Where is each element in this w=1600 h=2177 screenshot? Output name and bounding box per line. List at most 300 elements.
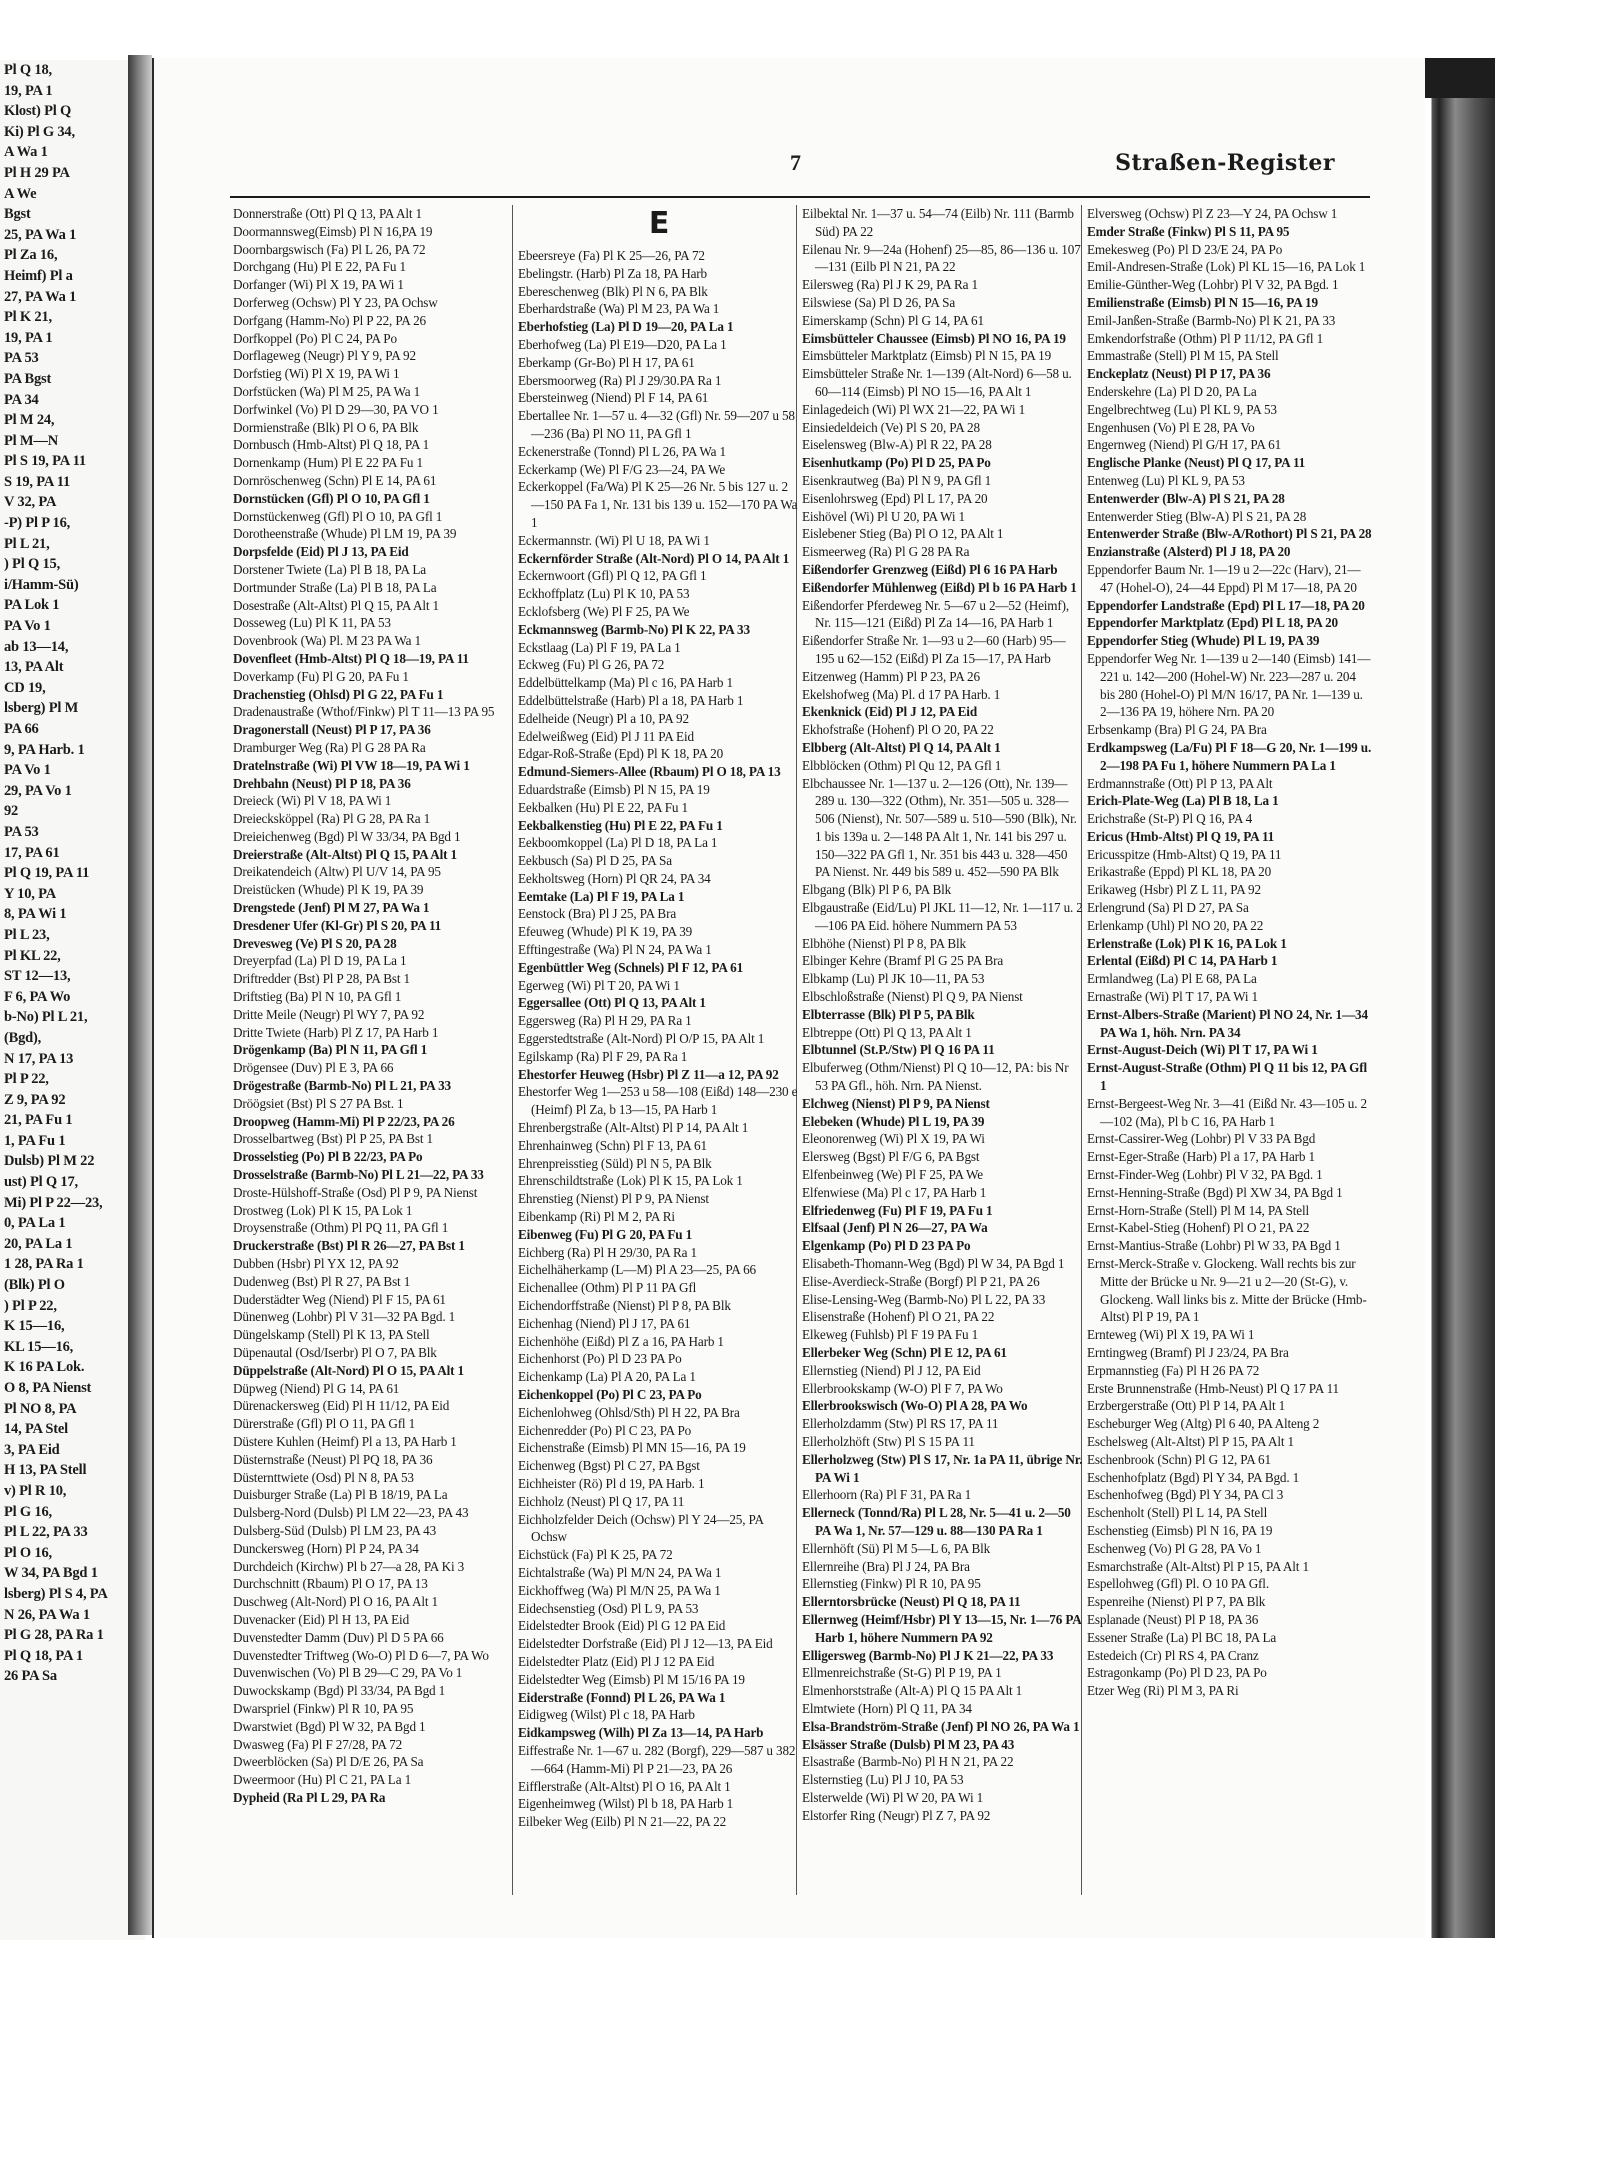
street-entry: Dünenweg (Lohbr) Pl V 31—32 PA Bgd. 1 [233,1309,456,1325]
street-entry: Eddelbüttelkamp (Ma) Pl c 16, PA Harb 1 [518,675,733,691]
street-entry: Elsa-Brandström-Straße (Jenf) Pl NO 26, PA Wa 1 [802,1718,1080,1734]
street-entry: Dramburger Weg (Ra) Pl G 28 PA Ra [233,739,426,755]
street-entry: Elmtwiete (Horn) Pl Q 11, PA 34 [802,1700,972,1716]
street-entry: Eichtalstraße (Wa) Pl M/N 24, PA Wa 1 [518,1564,722,1580]
facing-page-text: CD 19, [4,679,46,696]
street-entry: Eckenerstraße (Tonnd) Pl L 26, PA Wa 1 [518,443,726,459]
facing-page-text: 8, PA Wi 1 [4,906,67,923]
street-entry: Elstorfer Ring (Neugr) Pl Z 7, PA 92 [802,1807,991,1823]
street-entry: Eckhoffplatz (Lu) Pl K 10, PA 53 [518,586,690,602]
street-entry: Erdkampsweg (La/Fu) Pl F 18—G 20, Nr. 1—199 u. 2—198 PA Fu 1, höhere Nummern PA La 1 [1087,739,1372,773]
street-entry: Dragonerstall (Neust) Pl P 17, PA 36 [233,722,431,738]
street-entry: Eißendorfer Mühlenweg (Eißd) Pl b 16 PA Harb 1 [802,579,1077,595]
facing-page-text: i/Hamm-Sü) [4,576,79,593]
street-entry: Elfenwiese (Ma) Pl c 17, PA Harb 1 [802,1184,987,1200]
street-entry: Eschenholt (Stell) Pl L 14, PA Stell [1087,1505,1268,1521]
street-entry: Düppelstraße (Alt-Nord) Pl O 15, PA Alt 1 [233,1362,464,1378]
street-entry: Elbgang (Blk) Pl P 6, PA Blk [802,882,952,898]
facing-page-text: PA Bgst [4,370,52,387]
street-entry: Dorfstücken (Wa) Pl M 25, PA Wa 1 [233,383,421,399]
street-entry: Dortmunder Straße (La) Pl B 18, PA La [233,579,437,595]
street-entry: Droopweg (Hamm-Mi) Pl P 22/23, PA 26 [233,1113,455,1129]
facing-page-text: Pl S 19, PA 11 [4,453,86,470]
facing-page-text: W 34, PA Bgd 1 [4,1565,98,1582]
street-entry: Eibenweg (Fu) Pl G 20, PA Fu 1 [518,1226,693,1242]
street-entry: Elmenhorststraße (Alt-A) Pl Q 15 PA Alt 1 [802,1683,1023,1699]
street-entry: Eichberg (Ra) Pl H 29/30, PA Ra 1 [518,1244,697,1260]
book-edge [1425,58,1495,1938]
street-entry: Ebersmoorweg (Ra) Pl J 29/30.PA Ra 1 [518,372,722,388]
street-entry: Ernst-Eger-Straße (Harb) Pl a 17, PA Harb 1 [1087,1149,1315,1165]
facing-page-text: 92 [4,803,19,820]
street-entry: Ekhofstraße (Hohenf) Pl O 20, PA 22 [802,722,994,738]
street-entry: Ellerneck (Tonnd/Ra) Pl L 28, Nr. 5—41 u. 2—50 PA Wa 1, Nr. 57—129 u. 88—130 PA Ra 1 [802,1505,1071,1538]
street-entry: Drögenkamp (Ba) Pl N 11, PA Gfl 1 [233,1042,428,1058]
street-entry: Dorchgang (Hu) Pl E 22, PA Fu 1 [233,259,406,275]
street-entry: Elbkamp (Lu) Pl JK 10—11, PA 53 [802,971,985,987]
street-entry: Dormienstraße (Blk) Pl O 6, PA Blk [233,419,419,435]
facing-page-text: Pl P 22, [4,1071,49,1088]
street-entry: Drachenstieg (Ohlsd) Pl G 22, PA Fu 1 [233,686,444,702]
street-entry: Dweermoor (Hu) Pl C 21, PA La 1 [233,1772,412,1788]
street-entry: Elisenstraße (Hohenf) Pl O 21, PA 22 [802,1309,995,1325]
street-entry: Eekboomkoppel (La) Pl D 18, PA La 1 [518,835,718,851]
street-entry: Emil-Janßen-Straße (Barmb-No) Pl K 21, PA 33 [1087,312,1336,328]
street-entry: Donnerstraße (Ott) Pl Q 13, PA Alt 1 [233,206,422,221]
street-entry: Eidechsenstieg (Osd) Pl L 9, PA 53 [518,1600,699,1616]
street-entry: Dweerblöcken (Sa) Pl D/E 26, PA Sa [233,1754,424,1770]
street-entry: Ebereschenweg (Blk) Pl N 6, PA Blk [518,283,708,299]
street-entry: Eichholzfelder Deich (Ochsw) Pl Y 24—25, PA Ochsw [518,1511,764,1545]
street-entry: Eckstlaag (La) Pl F 19, PA La 1 [518,639,681,655]
facing-page-text: (Bgd), [4,1029,42,1046]
street-column-4 [1087,205,1372,1700]
facing-page-text: ust) Pl Q 17, [4,1174,78,1191]
street-entry: Erlenkamp (Uhl) Pl NO 20, PA 22 [1087,917,1264,933]
street-entry: Ellerholzweg (Stw) Pl S 17, Nr. 1a PA 11, übrige Nr. PA Wi 1 [802,1451,1083,1485]
street-entry: Eekholtsweg (Horn) Pl QR 24, PA 34 [518,870,711,886]
street-entry: Düpweg (Niend) Pl G 14, PA 61 [233,1380,400,1396]
street-entry: Dornröschenweg (Schn) Pl E 14, PA 61 [233,472,437,488]
street-entry: Dorferweg (Ochsw) Pl Y 23, PA Ochsw [233,294,438,310]
facing-page-text: Pl L 21, [4,535,50,552]
street-entry: Eberhofweg (La) Pl E19—D20, PA La 1 [518,336,727,352]
street-entry: Ernastraße (Wi) Pl T 17, PA Wi 1 [1087,989,1258,1005]
street-entry: Eckerkamp (We) Pl F/G 23—24, PA We [518,461,726,477]
letter-heading: E [648,206,670,241]
street-entry: Elkeweg (Fuhlsb) Pl F 19 PA Fu 1 [802,1327,979,1343]
street-entry: Eismeerweg (Ra) Pl G 28 PA Ra [802,544,970,560]
facing-page-text: Heimf) Pl a [4,267,73,284]
street-entry: Eißendorfer Straße Nr. 1—93 u 2—60 (Harb) 95—195 u 62—152 (Eißd) Pl Za 15—17, PA Harb [802,633,1066,666]
facing-page-text: Pl M—N [4,432,58,449]
street-entry: Eiderstraße (Fonnd) Pl L 26, PA Wa 1 [518,1689,726,1705]
street-entry: Eißendorfer Grenzweg (Eißd) Pl 6 16 PA Harb [802,561,1058,577]
book-spine [128,55,152,1935]
street-entry: Ernst-Finder-Weg (Lohbr) Pl V 32, PA Bgd. 1 [1087,1167,1323,1183]
street-entry: Eppendorfer Marktplatz (Epd) Pl L 18, PA 20 [1087,615,1338,631]
facing-page-text: 3, PA Eid [4,1441,60,1458]
street-entry: Drostweg (Lok) Pl K 15, PA Lok 1 [233,1202,413,1218]
facing-page-text: PA Lok 1 [4,597,60,614]
street-entry: Erpmannstieg (Fa) Pl H 26 PA 72 [1087,1362,1260,1378]
facing-page-text: A Wa 1 [4,144,48,161]
street-entry: Eckernwoort (Gfl) Pl Q 12, PA Gfl 1 [518,568,707,584]
street-entry: Edgar-Roß-Straße (Epd) Pl K 18, PA 20 [518,746,724,762]
facing-page-text: Pl Q 18, [4,62,52,78]
street-entry: Eckweg (Fu) Pl G 26, PA 72 [518,657,665,673]
street-entry: Driftredder (Bst) Pl P 28, PA Bst 1 [233,971,410,987]
street-entry: Edelweißweg (Eid) Pl J 11 PA Eid [518,728,694,744]
street-entry: Elfriedenweg (Fu) Pl F 19, PA Fu 1 [802,1202,993,1218]
street-entry: Dovenbrook (Wa) Pl. M 23 PA Wa 1 [233,633,421,649]
street-entry: Enderskehre (La) Pl D 20, PA La [1087,383,1257,399]
street-entry: Elligersweg (Barmb-No) Pl J K 21—22, PA 33 [802,1647,1054,1663]
street-entry: Dwarstwiet (Bgd) Pl W 32, PA Bgd 1 [233,1718,426,1734]
street-entry: Eckernförder Straße (Alt-Nord) Pl O 14, PA Alt 1 [518,550,790,566]
street-entry: Eckmannsweg (Barmb-No) Pl K 22, PA 33 [518,621,750,637]
street-entry: Eichstück (Fa) Pl K 25, PA 72 [518,1547,673,1563]
street-entry: Eimerskamp (Schn) Pl G 14, PA 61 [802,312,984,328]
street-entry: Doormannsweg(Eimsb) Pl N 16,PA 19 [233,223,433,239]
street-entry: Eichenhorst (Po) Pl D 23 PA Po [518,1351,682,1367]
street-entry: Eilenau Nr. 9—24a (Hohenf) 25—85, 86—136 u. 107—131 (Eilb Pl N 21, PA 22 [802,241,1081,275]
street-entry: Eidelstedter Weg (Eimsb) Pl M 15/16 PA 19 [518,1671,745,1687]
street-entry: Ericus (Hmb-Altst) Pl Q 19, PA 11 [1087,828,1275,844]
street-entry: Ebelingstr. (Harb) Pl Za 18, PA Harb [518,265,707,281]
facing-page-text: 26 PA Sa [4,1668,57,1685]
street-entry: Ellerbrookskamp (W-O) Pl F 7, PA Wo [802,1380,1003,1396]
street-entry: Etzer Weg (Ri) Pl M 3, PA Ri [1087,1683,1239,1699]
street-entry: Duvenstedter Triftweg (Wo-O) Pl D 6—7, PA Wo [233,1647,489,1663]
facing-page-text: F 6, PA Wo [4,988,71,1005]
header-rule [230,196,1370,198]
facing-page-text: 13, PA Alt [4,659,64,676]
street-entry: Dwasweg (Fa) Pl F 27/28, PA 72 [233,1736,403,1752]
street-entry: Eschelsweg (Alt-Altst) Pl P 15, PA Alt 1 [1087,1433,1294,1449]
street-entry: Elbberg (Alt-Altst) Pl Q 14, PA Alt 1 [802,739,1001,755]
street-entry: Erste Brunnenstraße (Hmb-Neust) Pl Q 17 PA 11 [1087,1380,1339,1396]
street-entry: Eberkamp (Gr-Bo) Pl H 17, PA 61 [518,354,695,370]
street-entry: Eichholz (Neust) Pl Q 17, PA 11 [518,1493,685,1509]
street-entry: Eekbalken (Hu) Pl E 22, PA Fu 1 [518,799,688,815]
street-column-1 [233,205,515,1807]
facing-page-text: Pl H 29 PA [4,164,70,181]
street-entry: Ellerholzhöft (Stw) Pl S 15 PA 11 [802,1433,975,1449]
street-entry: Eichenweg (Bgst) Pl C 27, PA Bgst [518,1458,700,1474]
street-entry: Drögensee (Duv) Pl E 3, PA 66 [233,1060,394,1076]
street-entry: Eschenstieg (Eimsb) Pl N 16, PA 19 [1087,1522,1273,1538]
street-entry: Ernst-Henning-Straße (Bgd) Pl XW 34, PA Bgd 1 [1087,1184,1343,1200]
page-header [230,150,1390,190]
street-entry: Ebertallee Nr. 1—57 u. 4—32 (Gfl) Nr. 59—207 u 58—236 (Ba) Pl NO 11, PA Gfl 1 [518,408,795,441]
street-entry: Eißendorfer Pferdeweg Nr. 5—67 u 2—52 (Heimf), Nr. 115—121 (Eißd) Pl Za 14—16, PA Harb 1 [802,597,1070,631]
street-entry: Elbterrasse (Blk) Pl P 5, PA Blk [802,1006,975,1022]
street-entry: Dornstückenweg (Gfl) Pl O 10, PA Gfl 1 [233,508,443,524]
page-number: 7 [790,150,801,175]
street-entry: Dürerstraße (Gfl) Pl O 11, PA Gfl 1 [233,1416,416,1432]
street-entry: Espellohweg (Gfl) Pl. O 10 PA Gfl. [1087,1576,1269,1592]
street-entry: Ernst-Albers-Straße (Marient) Pl NO 24, Nr. 1—34 PA Wa 1, höh. Nrn. PA 34 [1087,1006,1368,1040]
street-entry: Eichelhäherkamp (L—M) Pl A 23—25, PA 66 [518,1262,756,1278]
street-entry: Eppendorfer Stieg (Whude) Pl L 19, PA 39 [1087,633,1320,649]
street-entry: Espenreihe (Nienst) Pl P 7, PA Blk [1087,1594,1266,1610]
facing-page-text: Pl G 28, PA Ra 1 [4,1627,104,1644]
street-entry: Esmarchstraße (Alt-Altst) Pl P 15, PA Alt 1 [1087,1558,1309,1574]
street-entry: Emilie-Günther-Weg (Lohbr) Pl V 32, PA Bgd. 1 [1087,277,1339,293]
street-entry: Ecklofsberg (We) Pl F 25, PA We [518,603,690,619]
facing-page-text: Pl M 24, [4,412,55,429]
street-entry: Eisenhutkamp (Po) Pl D 25, PA Po [802,455,991,471]
street-entry: Dorotheenstraße (Whude) Pl LM 19, PA 39 [233,526,457,542]
street-entry: Ellerbeker Weg (Schn) Pl E 12, PA 61 [802,1345,1007,1360]
facing-page-text: 1, PA Fu 1 [4,1132,66,1149]
street-entry: Droste-Hülshoff-Straße (Osd) Pl P 9, PA Nienst [233,1184,478,1200]
street-entry: Dornstücken (Gfl) Pl O 10, PA Gfl 1 [233,490,430,506]
street-entry: Entenwerder Stieg (Blw-A) Pl S 21, PA 28 [1087,508,1307,524]
street-entry: Ellernweg (Heimf/Hsbr) Pl Y 13—15, Nr. 1—76 PA Harb 1, höhere Nummern PA 92 [802,1611,1081,1645]
street-entry: Efeuweg (Whude) Pl K 19, PA 39 [518,924,693,940]
facing-page-text: lsberg) Pl M [4,700,79,717]
street-entry: Dwarspriel (Finkw) Pl R 10, PA 95 [233,1700,414,1716]
street-entry: Ernst-Cassirer-Weg (Lohbr) Pl V 33 PA Bgd [1087,1131,1316,1147]
street-entry: Dorfwinkel (Vo) Pl D 29—30, PA VO 1 [233,401,439,417]
street-entry: Elise-Averdieck-Straße (Borgf) Pl P 21, PA 26 [802,1273,1040,1289]
street-entry: Duvenstedter Damm (Duv) Pl D 5 PA 66 [233,1629,444,1645]
street-entry: Eddelbüttelstraße (Harb) Pl a 18, PA Harb 1 [518,692,744,708]
facing-page-text: K 15—16, [4,1318,65,1335]
street-entry: Elbuferweg (Othm/Nienst) Pl Q 10—12, PA: bis Nr 53 PA Gfl., höh. Nrn. PA Nienst. [802,1060,1069,1094]
street-entry: Ernst-Horn-Straße (Stell) Pl M 14, PA Stell [1087,1202,1310,1218]
street-entry: Elisabeth-Thomann-Weg (Bgd) Pl W 34, PA Bgd 1 [802,1256,1065,1272]
street-entry: Eisenkrautweg (Ba) Pl N 9, PA Gfl 1 [802,472,992,488]
street-entry: Eishövel (Wi) Pl U 20, PA Wi 1 [802,508,965,524]
street-entry: Engenhusen (Vo) Pl E 28, PA Vo [1087,419,1255,435]
street-entry: Durchschnitt (Rbaum) Pl O 17, PA 13 [233,1576,428,1592]
street-entry: Erikaweg (Hsbr) Pl Z L 11, PA 92 [1087,882,1261,898]
street-entry: Eilersweg (Ra) Pl J K 29, PA Ra 1 [802,277,978,293]
street-entry: Erlengrund (Sa) Pl D 27, PA Sa [1087,900,1249,916]
street-entry: Eschenhofplatz (Bgd) Pl Y 34, PA Bgd. 1 [1087,1469,1300,1485]
street-entry: Eidelstedter Brook (Eid) Pl G 12 PA Eid [518,1618,726,1634]
street-entry: Dosestraße (Alt-Altst) Pl Q 15, PA Alt 1 [233,597,439,613]
street-entry: Ernst-Bergeest-Weg Nr. 3—41 (Eißd Nr. 43—105 u. 2—102 (Ma), Pl b C 16, PA Harb 1 [1087,1095,1367,1129]
street-entry: Elise-Lensing-Weg (Barmb-No) Pl L 22, PA 33 [802,1291,1046,1307]
street-entry: Ehrenpreisstieg (Süld) Pl N 5, PA Blk [518,1155,712,1171]
street-entry: Doverkamp (Fu) Pl G 20, PA Fu 1 [233,668,409,684]
facing-page-text: KL 15—16, [4,1338,74,1355]
street-entry: Ernst-August-Straße (Othm) Pl Q 11 bis 12, PA Gfl 1 [1087,1060,1367,1094]
street-entry: Erbsenkamp (Bra) Pl G 24, PA Bra [1087,722,1267,738]
street-entry: Drengstede (Jenf) Pl M 27, PA Wa 1 [233,900,430,916]
street-entry: Ernst-August-Deich (Wi) Pl T 17, PA Wi 1 [1087,1042,1318,1058]
street-entry: Eichenlohweg (Ohlsd/Sth) Pl H 22, PA Bra [518,1404,740,1420]
street-entry: Druckerstraße (Bst) Pl R 26—27, PA Bst 1 [233,1238,465,1254]
street-entry: Englische Planke (Neust) Pl Q 17, PA 11 [1087,455,1306,471]
street-entry: Erdmannstraße (Ott) Pl P 13, PA Alt [1087,775,1273,791]
street-entry: Entenwerder (Blw-A) Pl S 21, PA 28 [1087,490,1285,506]
street-entry: Dulsberg-Nord (Dulsb) Pl LM 22—23, PA 43 [233,1505,469,1521]
facing-page-text: Pl NO 8, PA [4,1400,77,1417]
street-entry: Elbchaussee Nr. 1—137 u. 2—126 (Ott), Nr. 139—289 u. 130—322 (Othm), Nr. 351—505 u. 328—506 (Nienst), Nr. 507—589 u. 510—590 (Blk), Nr. 1 bis 139a u. 2—148 PA Alt 1, Nr. 141 bis 297 u. 150—322 PA Gfl 1, Nr. 351 bis 443 u. 328—450 PA Nienst. Nr. 449 bis 589 u. 452—590 PA Blk [802,775,1077,880]
street-entry: Egilskamp (Ra) Pl F 29, PA Ra 1 [518,1048,688,1064]
street-entry: Estragonkamp (Po) Pl D 23, PA Po [1087,1665,1267,1681]
facing-page-text: Bgst [4,206,31,223]
street-entry: Einsiedeldeich (Ve) Pl S 20, PA 28 [802,419,980,435]
street-entry: Ehrenhainweg (Schn) Pl F 13, PA 61 [518,1137,707,1153]
street-entry: Dresdener Ufer (Kl-Gr) Pl S 20, PA 11 [233,917,442,933]
street-entry: Eichenkoppel (Po) Pl C 23, PA Po [518,1387,702,1402]
facing-page-text: PA 66 [4,721,39,737]
street-entry: Dröögsiet (Bst) Pl S 27 PA Bst. 1 [233,1095,404,1111]
street-entry: Egenbüttler Weg (Schnels) Pl F 12, PA 61 [518,959,744,975]
street-entry: Esplanade (Neust) Pl P 18, PA 36 [1087,1611,1259,1627]
street-entry: Elbtreppe (Ott) Pl Q 13, PA Alt 1 [802,1024,972,1040]
street-entry: Egerweg (Wi) Pl T 20, PA Wi 1 [518,977,680,993]
street-entry: Ellerholzdamm (Stw) Pl RS 17, PA 11 [802,1416,999,1432]
street-entry: Elfsaal (Jenf) Pl N 26—27, PA Wa [802,1220,988,1236]
street-entry: Entenwerder Straße (Blw-A/Rothort) Pl S 21, PA 28 [1087,526,1372,542]
street-entry: Eilbeker Weg (Eilb) Pl N 21—22, PA 22 [518,1814,727,1830]
street-entry: Dornbusch (Hmb-Altst) Pl Q 18, PA 1 [233,437,430,453]
facing-page-text: 9, PA Harb. 1 [4,741,85,758]
street-entry: Emkendorfstraße (Othm) Pl P 11/12, PA Gfl 1 [1087,330,1324,346]
street-entry: Eschenweg (Vo) Pl G 28, PA Vo 1 [1087,1540,1262,1556]
street-entry: Ellerntorsbrücke (Neust) Pl Q 18, PA 11 [802,1594,1021,1610]
street-entry: Eckermannstr. (Wi) Pl U 18, PA Wi 1 [518,532,710,548]
facing-page-text: PA Vo 1 [4,618,51,635]
street-entry: Elsternstieg (Lu) Pl J 10, PA 53 [802,1772,964,1788]
street-entry: Elbtunnel (St.P./Stw) Pl Q 16 PA 11 [802,1042,995,1058]
street-entry: Düsternstraße (Neust) Pl PQ 18, PA 36 [233,1451,433,1467]
facing-page-text: b-No) Pl L 21, [4,1009,88,1026]
street-entry: Eichendorffstraße (Nienst) Pl P 8, PA Blk [518,1298,731,1314]
street-entry: Elgenkamp (Po) Pl D 23 PA Po [802,1238,971,1254]
street-entry: Ehrenstieg (Nienst) Pl P 9, PA Nienst [518,1191,709,1207]
street-entry: Elbinger Kehre (Bramf Pl G 25 PA Bra [802,953,1004,969]
street-entry: Estedeich (Cr) Pl RS 4, PA Cranz [1087,1647,1259,1663]
street-entry: Erich-Plate-Weg (La) Pl B 18, La 1 [1087,793,1279,809]
street-entry: Eichenallee (Othm) Pl P 11 PA Gfl [518,1280,697,1296]
street-entry: Enckeplatz (Neust) Pl P 17, PA 36 [1087,366,1271,382]
facing-page-text: (Blk) Pl O [4,1277,65,1294]
street-entry: Ernst-Mantius-Straße (Lohbr) Pl W 33, PA Bgd 1 [1087,1238,1341,1254]
street-column-2 [518,205,800,1831]
facing-page-text: ab 13—14, [4,638,69,655]
facing-page-text: 0, PA La 1 [4,1215,66,1232]
facing-page-text: Pl Q 18, PA 1 [4,1647,83,1664]
street-entry: Driftstieg (Ba) Pl N 10, PA Gfl 1 [233,989,402,1005]
street-entry: Elbblöcken (Othm) Pl Qu 12, PA Gfl 1 [802,757,1002,773]
facing-page-text: K 16 PA Lok. [4,1359,85,1376]
street-entry: Drehbahn (Neust) Pl P 18, PA 36 [233,775,411,791]
street-entry: Ehrenbergstraße (Alt-Altst) Pl P 14, PA Alt 1 [518,1120,749,1136]
facing-page-text: PA 53 [4,823,39,840]
facing-page-text: -P) Pl P 16, [4,515,71,532]
street-entry: Dreiecksköppel (Ra) Pl G 28, PA Ra 1 [233,811,431,827]
street-entry: Eggersweg (Ra) Pl H 29, PA Ra 1 [518,1013,692,1029]
street-entry: Eekbusch (Sa) Pl D 25, PA Sa [518,853,672,869]
street-entry: Elversweg (Ochsw) Pl Z 23—Y 24, PA Ochsw 1 [1087,206,1338,221]
street-entry: Emil-Andresen-Straße (Lok) Pl KL 15—16, PA Lok 1 [1087,259,1366,275]
street-entry: Ellernstieg (Niend) Pl J 12, PA Eid [802,1362,981,1378]
street-entry: Dorfanger (Wi) Pl X 19, PA Wi 1 [233,277,404,293]
street-entry: Dreierstraße (Alt-Altst) Pl Q 15, PA Alt 1 [233,846,457,862]
street-entry: Eitzenweg (Hamm) Pl P 23, PA 26 [802,668,980,684]
street-entry: Dreieichenweg (Bgd) Pl W 33/34, PA Bgd 1 [233,828,461,844]
book-edge-top [1425,58,1495,98]
street-entry: Ekenknick (Eid) Pl J 12, PA Eid [802,704,978,720]
street-entry: Eiselensweg (Blw-A) Pl R 22, PA 28 [802,437,992,453]
street-entry: Ernteweg (Wi) Pl X 19, PA Wi 1 [1087,1327,1255,1343]
street-entry: Ehestorfer Weg 1—253 u 58—108 (Eißd) 148—230 e (Heimf) Pl Za, b 13—15, PA Harb 1 [518,1084,798,1118]
street-entry: Erichstraße (St-P) Pl Q 16, PA 4 [1087,811,1253,827]
street-entry: Dornenkamp (Hum) Pl E 22 PA Fu 1 [233,455,423,471]
street-entry: Engernweg (Niend) Pl G/H 17, PA 61 [1087,437,1282,453]
street-entry: Dorfgang (Hamm-No) Pl P 22, PA 26 [233,312,426,328]
street-entry: Droysenstraße (Othm) Pl PQ 11, PA Gfl 1 [233,1220,449,1236]
street-entry: Ericusspitze (Hmb-Altst) Q 19, PA 11 [1087,846,1282,862]
street-entry: Eimsbütteler Marktplatz (Eimsb) Pl N 15, PA 19 [802,348,1052,364]
street-entry: Eppendorfer Baum Nr. 1—19 u 2—22c (Harv), 21—47 (Hohel-O), 24—44 Eppd) Pl M 17—18, PA 20 [1087,561,1361,595]
street-entry: Duvenacker (Eid) Pl H 13, PA Eid [233,1611,410,1627]
street-entry: Dratelnstraße (Wi) Pl VW 18—19, PA Wi 1 [233,757,470,773]
street-entry: Duderstädter Weg (Niend) Pl F 15, PA 61 [233,1291,446,1307]
street-entry: Duschweg (Alt-Nord) Pl O 16, PA Alt 1 [233,1594,438,1610]
street-entry: Eilswiese (Sa) Pl D 26, PA Sa [802,294,956,310]
street-entry: Eppendorfer Weg Nr. 1—139 u 2—140 (Eimsb) 141—221 u. 142—200 (Hohel-W) Nr. 223—287 u. 204 bis 280 (Hohel-O) Pl M/N 16/17, PA Nr. 1—139 u. 2—136 PA 19, höhere Nrn. PA 20 [1087,650,1371,720]
street-entry: Eisenlohrsweg (Epd) Pl L 17, PA 20 [802,490,988,506]
street-entry: Escheburger Weg (Altg) Pl 6 40, PA Alteng 2 [1087,1416,1320,1432]
facing-page-text: 1 28, PA Ra 1 [4,1256,84,1273]
street-entry: Edelheide (Neugr) Pl a 10, PA 92 [518,710,689,726]
facing-page-text: Y 10, PA [4,885,56,902]
street-column-3 [802,205,1084,1825]
facing-page-text: ST 12—13, [4,968,71,985]
street-entry: Elbhöhe (Nienst) Pl P 8, PA Blk [802,935,966,951]
street-entry: Erikastraße (Eppd) Pl KL 18, PA 20 [1087,864,1272,880]
street-entry: Drosselbartweg (Bst) Pl P 25, PA Bst 1 [233,1131,433,1147]
street-entry: Erlental (Eißd) Pl C 14, PA Harb 1 [1087,953,1278,969]
street-entry: Düpenautal (Osd/Iserbr) Pl O 7, PA Blk [233,1345,437,1360]
street-entry: Emilienstraße (Eimsb) Pl N 15—16, PA 19 [1087,294,1318,310]
street-entry: Erntingweg (Bramf) Pl J 23/24, PA Bra [1087,1345,1289,1360]
facing-page-text: N 26, PA Wa 1 [4,1606,90,1623]
street-entry: Eiffestraße Nr. 1—67 u. 282 (Borgf), 229—587 u 382—664 (Hamm-Mi) Pl P 21—23, PA 26 [518,1742,796,1776]
street-entry: Dradenaustraße (Wthof/Finkw) Pl T 11—13 PA 95 [233,704,495,720]
street-entry: Edmund-Siemers-Allee (Rbaum) Pl O 18, PA 13 [518,764,781,780]
street-entry: Drögestraße (Barmb-No) Pl L 21, PA 33 [233,1078,451,1094]
facing-page-text: 17, PA 61 [4,844,60,861]
street-entry: Elbschloßstraße (Nienst) Pl Q 9, PA Nienst [802,989,1023,1005]
street-entry: Entenweg (Lu) Pl KL 9, PA 53 [1087,472,1245,488]
facing-page-text: Z 9, PA 92 [4,1091,66,1108]
street-entry: Ellernhöft (Sü) Pl M 5—L 6, PA Blk [802,1540,991,1556]
street-entry: Dreistücken (Whude) Pl K 19, PA 39 [233,882,424,898]
street-entry: Eggerstedtstraße (Alt-Nord) Pl O/P 15, PA Alt 1 [518,1031,765,1047]
street-entry: Dorfstieg (Wi) Pl X 19, PA Wi 1 [233,366,400,382]
facing-page-text: PA Vo 1 [4,762,51,779]
street-entry: Dritte Meile (Neugr) Pl WY 7, PA 92 [233,1006,425,1022]
street-entry: Emekesweg (Po) Pl D 23/E 24, PA Po [1087,241,1283,257]
street-entry: Eschenhofweg (Bgd) Pl Y 34, PA Cl 3 [1087,1487,1284,1503]
facing-page-text: Pl K 21, [4,309,52,326]
street-entry: Ellerbrookswisch (Wo-O) Pl A 28, PA Wo [802,1398,1028,1414]
street-entry: Drevesweg (Ve) Pl S 20, PA 28 [233,935,397,951]
street-entry: Ehestorfer Heuweg (Hsbr) Pl Z 11—a 12, PA 92 [518,1066,779,1082]
street-entry: Eichenhag (Niend) Pl J 17, PA 61 [518,1315,691,1331]
facing-page-text: Mi) Pl P 22—23, [4,1194,103,1211]
